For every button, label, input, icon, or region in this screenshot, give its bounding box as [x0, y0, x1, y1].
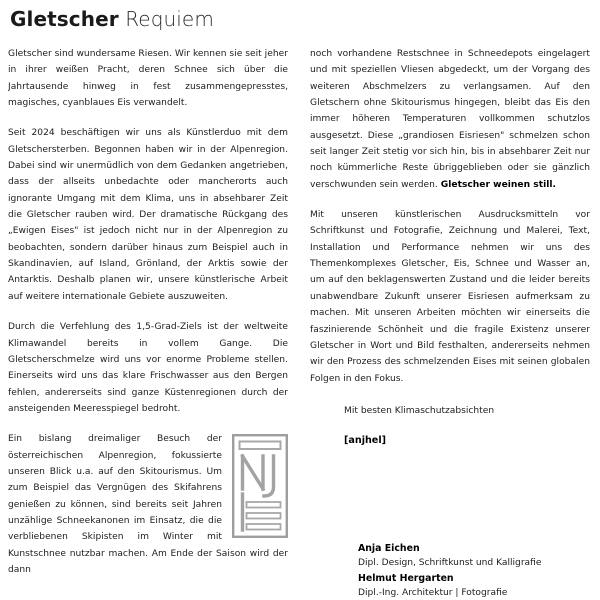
signature-block	[358, 542, 590, 600]
paragraph: Durch die Verfehlung des 1,5-Grad-Ziels ist der weltweite Klimawandel bereits in vollem Gange. Die Gletscherschmelze wird uns vor enorme Probleme stellen. Einerseits wird uns das klare Frischwasser aus den Bergen fehlen, andererseits sind ganze Küstenregionen durch der ansteigenden Meeresspiegel bedroht.	[8, 322, 288, 414]
closing-block	[310, 403, 590, 450]
paragraph	[310, 46, 590, 193]
paragraph-text: noch vorhandene Restschnee in Schneedepots eingelagert und mit speziellen Vliesen abgedeckt, um der Vorgang des weiteren Abschmelzers zu verlangsamen. Auf den Gletschern ohne Skitourismus hingegen, bleibt das Eis den immer höheren Temperaturen vollkommen schutzlos ausgesetzt. Diese „grandiosen Eisriesen" schmelzen schon seit langer Zeit stetig vor sich hin, bis in absehbarer Zeit nur noch kümmerliche Reste übriggeblieben oder sie gänzlich verschwunden sein werden.	[310, 49, 590, 190]
signatory-role: Dipl. Design, Schriftkunst und Kalligrafie	[358, 558, 542, 569]
paragraph: Seit 2024 beschäftigen wir uns als Künstlerduo mit dem Gletschersterben. Begonnen haben wir in der Alpenregion. Dabei sind wir unermüdlich von dem Gedanken angetrieben, dass der allseits unbedachte oder mancherorts auch ignorante Umgang mit dem Klima, uns in absehbarer Zeit die Gletscher rauben wird. Der dramatische Rückgang des „Ewigen Eises" ist jedoch nicht nur in der Alpenregion zu beobachten, sondern darüber hinaus zum Beispiel auch in Skandinavien, auf Island, Grönland, der Arktis sowie der Antarktis. Deshalb planen wir, unsere künstlerische Arbeit auf weitere internationale Gebiete auszuweiten.	[8, 128, 288, 302]
paragraph: Gletscher sind wundersame Riesen. Wir kennen sie seit jeher in ihrer weißen Pracht, deren Schnee sich über die Jahrtausende hinweg in fest zusammengepresstes, magisches, cyanblaues Eis verwandelt.	[8, 49, 288, 109]
page-title-strong: Gletscher	[10, 7, 119, 31]
anjhel-logo-mark-icon	[232, 434, 288, 538]
signatory-name: Anja Eichen	[358, 543, 420, 554]
left-column	[8, 46, 288, 600]
closing-salutation: Mit besten Klimaschutzabsichten	[344, 405, 495, 416]
signatory-name: Helmut Hergarten	[358, 573, 454, 584]
right-column	[310, 46, 590, 600]
page-title	[10, 6, 592, 32]
paragraph: Mit unseren künstlerischen Ausdrucksmitteln vor Schriftkunst und Fotografie, Zeichnung und Malerei, Text, Installation und Performance nehmen wir uns des Themenkomplexes Gletscher, Eis, Schnee und Wasser an, um auf den beklagenswerten Zustand und die leider bereits unabwendbare Zukunft unserer Eisriesen aufmerksam zu machen. Mit unseren Arbeiten möchten wir einerseits die faszinierende Schönheit und die fragile Existenz unserer Gletscher in Wort und Bild festhalten, andererseits nehmen wir den Prozess des schmelzenden Eises mit seinen globalen Folgen in den Fokus.	[310, 210, 590, 384]
signatory-role: Dipl.-Ing. Architektur | Fotografie	[358, 588, 508, 599]
page-title-light: Requiem	[125, 7, 214, 31]
paragraph: Ein bislang dreimaliger Besuch der österreichischen Alpenregion, fokussierte unseren Blick u.a. auf den Skitourismus. Um zum Beispiel das Vergnügen des Skifahrens genießen zu können, sind bereits seit Jahren unzählige Schneekanonen im Einsatz, die die verbliebenen Skipisten im Winter mit Kunstschnee nutzbar machen. Am Ende der Saison wird der dann	[8, 434, 288, 575]
paragraph-emphasis: Gletscher weinen still.	[440, 179, 556, 190]
artist-handle: [anjhel]	[344, 435, 386, 447]
article-columns	[8, 46, 592, 600]
